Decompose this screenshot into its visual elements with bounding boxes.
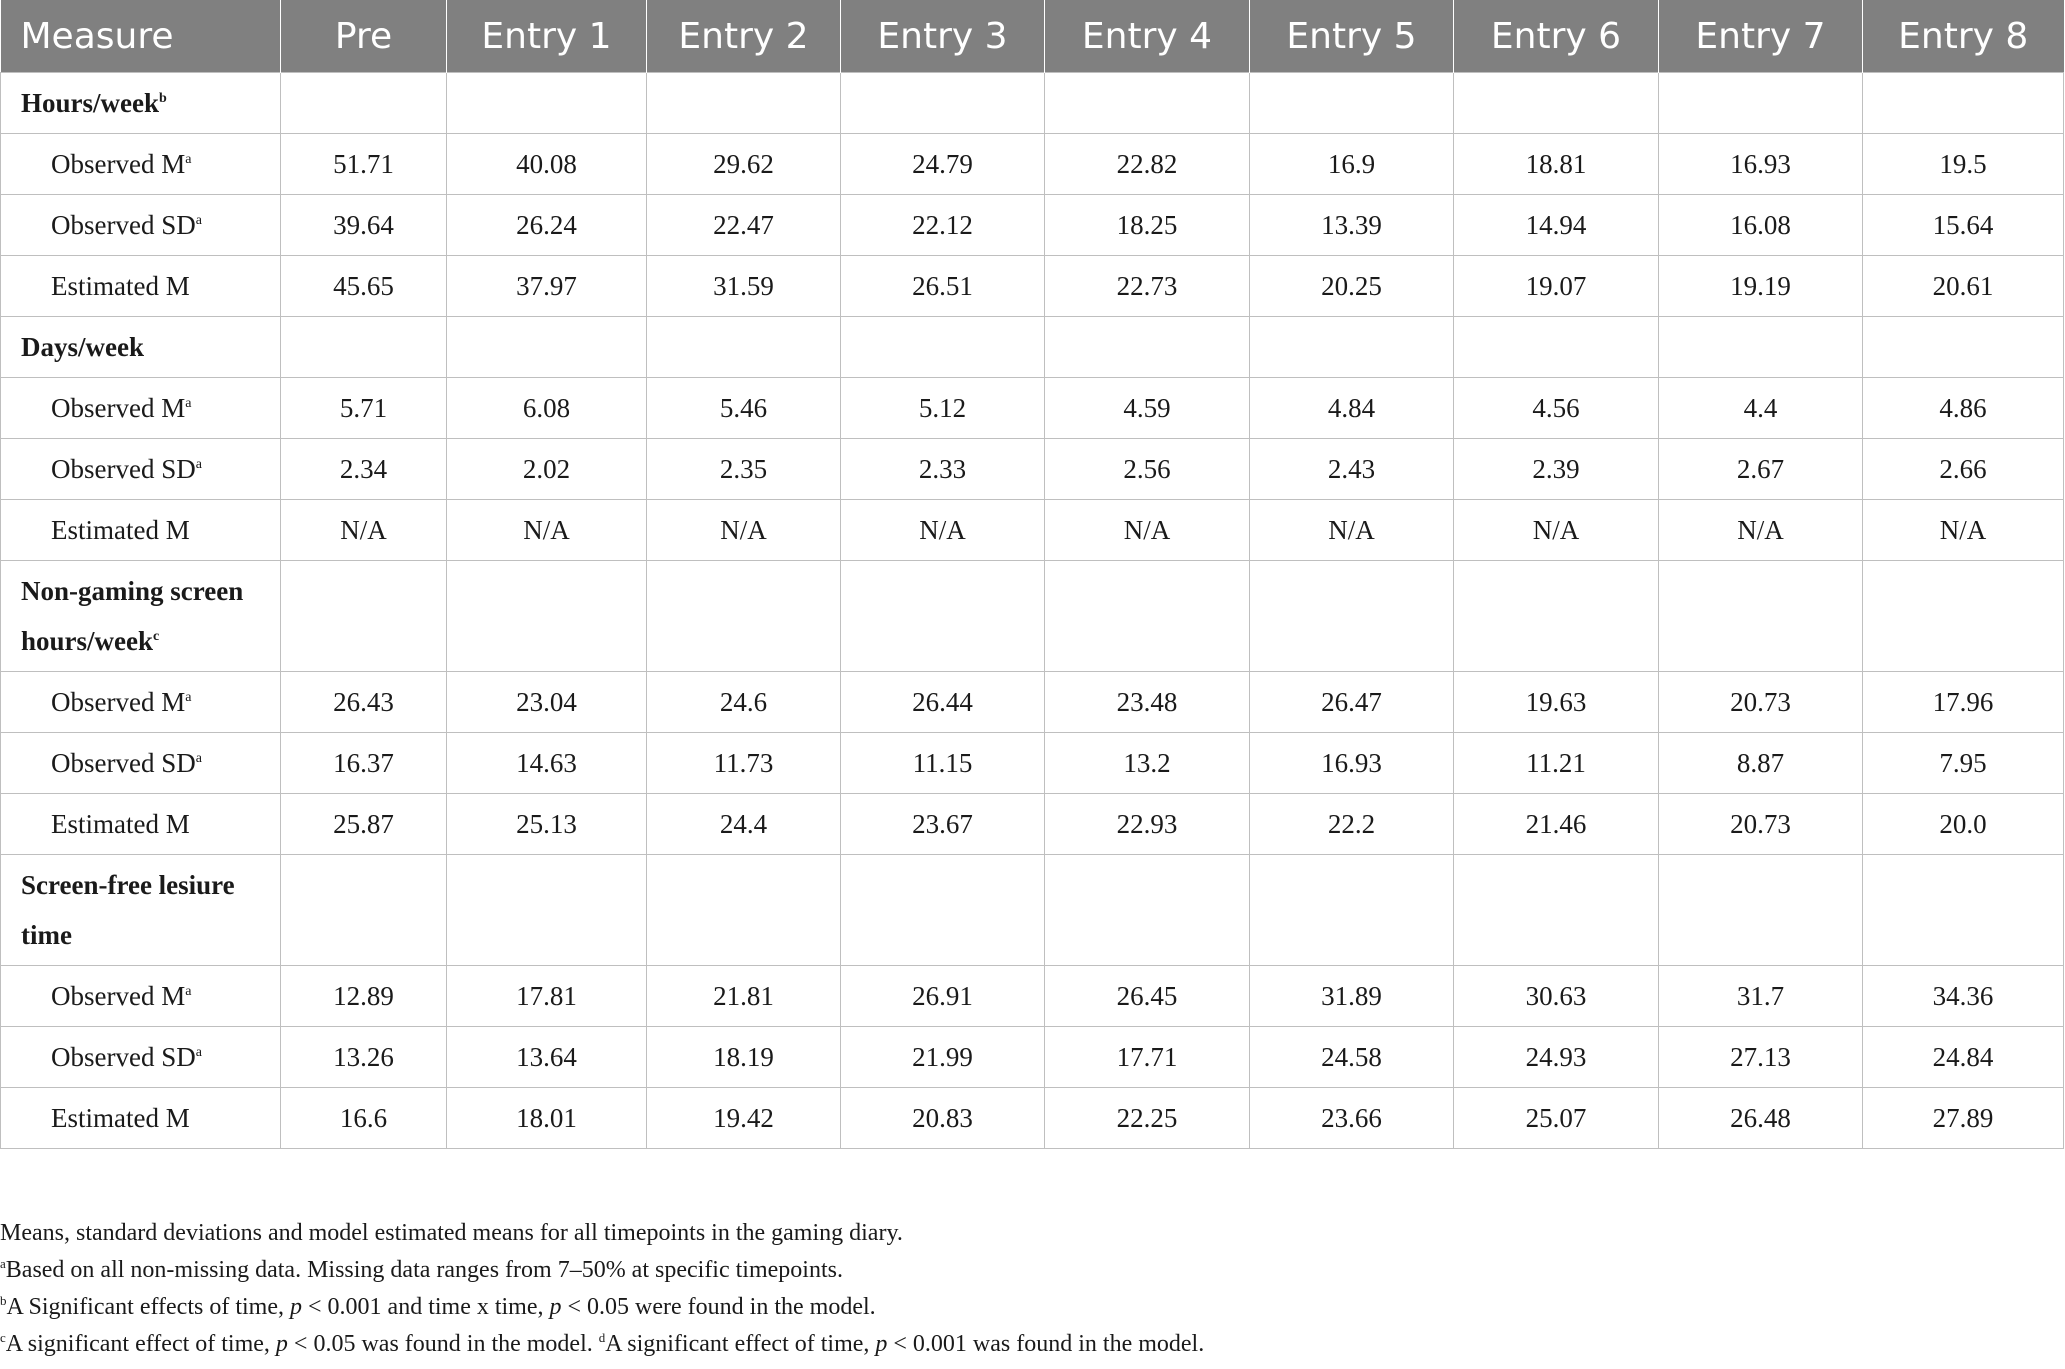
empty-cell — [1659, 855, 1863, 966]
table-row — [1, 733, 2064, 794]
value-cell: 2.67 — [1659, 439, 1863, 500]
value-cell: N/A — [447, 500, 647, 561]
empty-cell — [1045, 317, 1250, 378]
section-title: Screen-free lesiure time — [1, 855, 281, 966]
row-label: Observed $M^a$ — [1, 134, 281, 195]
value-cell: 22.25 — [1045, 1088, 1250, 1149]
value-cell: 22.47 — [647, 195, 841, 256]
value-cell: 4.59 — [1045, 378, 1250, 439]
value-cell: 25.13 — [447, 794, 647, 855]
value-cell: 14.94 — [1454, 195, 1659, 256]
empty-cell — [1454, 561, 1659, 672]
value-cell: 26.44 — [841, 672, 1045, 733]
table-row — [1, 794, 2064, 855]
value-cell: 16.9 — [1250, 134, 1454, 195]
value-cell: 24.93 — [1454, 1027, 1659, 1088]
value-cell: 24.79 — [841, 134, 1045, 195]
value-cell: 26.45 — [1045, 966, 1250, 1027]
value-cell: 23.67 — [841, 794, 1045, 855]
table-row — [1, 1088, 2064, 1149]
value-cell: 27.13 — [1659, 1027, 1863, 1088]
empty-cell — [841, 561, 1045, 672]
empty-cell — [447, 317, 647, 378]
empty-cell — [841, 73, 1045, 134]
table-row — [1, 439, 2064, 500]
empty-cell — [1454, 317, 1659, 378]
row-label: Observed $M^a$ — [1, 378, 281, 439]
value-cell: 20.0 — [1863, 794, 2064, 855]
table-row — [1, 195, 2064, 256]
value-cell: 11.73 — [647, 733, 841, 794]
value-cell: 18.25 — [1045, 195, 1250, 256]
value-cell: 24.84 — [1863, 1027, 2064, 1088]
value-cell: 26.47 — [1250, 672, 1454, 733]
value-cell: 24.58 — [1250, 1027, 1454, 1088]
value-cell: 13.2 — [1045, 733, 1250, 794]
value-cell: 16.08 — [1659, 195, 1863, 256]
header-row — [1, 0, 2064, 73]
value-cell: 2.43 — [1250, 439, 1454, 500]
value-cell: N/A — [647, 500, 841, 561]
value-cell: 24.6 — [647, 672, 841, 733]
value-cell: 2.33 — [841, 439, 1045, 500]
value-cell: 16.93 — [1250, 733, 1454, 794]
table-row — [1, 256, 2064, 317]
table-row — [1, 672, 2064, 733]
header-col: Entry 4 — [1045, 0, 1250, 73]
value-cell: 18.01 — [447, 1088, 647, 1149]
empty-cell — [647, 561, 841, 672]
value-cell: 26.48 — [1659, 1088, 1863, 1149]
value-cell: 17.71 — [1045, 1027, 1250, 1088]
value-cell: 16.6 — [281, 1088, 447, 1149]
section-row — [1, 561, 2064, 672]
empty-cell — [1863, 855, 2064, 966]
header-col: Entry 3 — [841, 0, 1045, 73]
value-cell: 19.5 — [1863, 134, 2064, 195]
value-cell: 20.73 — [1659, 672, 1863, 733]
table-row — [1, 1027, 2064, 1088]
empty-cell — [1250, 855, 1454, 966]
value-cell: 37.97 — [447, 256, 647, 317]
value-cell: 19.42 — [647, 1088, 841, 1149]
value-cell: 22.2 — [1250, 794, 1454, 855]
section-row — [1, 317, 2064, 378]
empty-cell — [447, 855, 647, 966]
value-cell: 24.4 — [647, 794, 841, 855]
value-cell: 20.83 — [841, 1088, 1045, 1149]
header-col: Entry 7 — [1659, 0, 1863, 73]
value-cell: 40.08 — [447, 134, 647, 195]
row-label: Observed $M^a$ — [1, 672, 281, 733]
value-cell: N/A — [1250, 500, 1454, 561]
empty-cell — [1454, 73, 1659, 134]
value-cell: 19.07 — [1454, 256, 1659, 317]
value-cell: 13.64 — [447, 1027, 647, 1088]
header-col: Entry 6 — [1454, 0, 1659, 73]
value-cell: 16.93 — [1659, 134, 1863, 195]
value-cell: N/A — [1659, 500, 1863, 561]
value-cell: 6.08 — [447, 378, 647, 439]
section-title: Days/week — [1, 317, 281, 378]
empty-cell — [1045, 561, 1250, 672]
value-cell: 8.87 — [1659, 733, 1863, 794]
value-cell: 4.86 — [1863, 378, 2064, 439]
empty-cell — [1659, 73, 1863, 134]
empty-cell — [1454, 855, 1659, 966]
header-col: Pre — [281, 0, 447, 73]
row-label: Observed $SD^a$ — [1, 439, 281, 500]
value-cell: 23.66 — [1250, 1088, 1454, 1149]
section-title: Non-gaming screen hours/week$^c$ — [1, 561, 281, 672]
value-cell: N/A — [1454, 500, 1659, 561]
empty-cell — [281, 317, 447, 378]
empty-cell — [1045, 855, 1250, 966]
row-label: Observed $M^a$ — [1, 966, 281, 1027]
header-col: Entry 2 — [647, 0, 841, 73]
section-row — [1, 855, 2064, 966]
value-cell: N/A — [841, 500, 1045, 561]
value-cell: 2.34 — [281, 439, 447, 500]
value-cell: 21.81 — [647, 966, 841, 1027]
header-col: Entry 1 — [447, 0, 647, 73]
value-cell: 5.46 — [647, 378, 841, 439]
value-cell: 22.82 — [1045, 134, 1250, 195]
empty-cell — [1863, 317, 2064, 378]
value-cell: 51.71 — [281, 134, 447, 195]
empty-cell — [647, 855, 841, 966]
value-cell: 31.7 — [1659, 966, 1863, 1027]
header-measure: Measure — [1, 0, 281, 73]
row-label: Estimated M — [1, 794, 281, 855]
note-b: $^b$A Significant effects of time, p < 0.001 and time x time, p < 0.05 were found in the model. — [0, 1293, 876, 1320]
value-cell: 20.25 — [1250, 256, 1454, 317]
empty-cell — [281, 855, 447, 966]
value-cell: 4.4 — [1659, 378, 1863, 439]
value-cell: 30.63 — [1454, 966, 1659, 1027]
row-label: Estimated M — [1, 256, 281, 317]
empty-cell — [1250, 317, 1454, 378]
empty-cell — [447, 73, 647, 134]
empty-cell — [647, 73, 841, 134]
table-body — [1, 73, 2064, 1149]
empty-cell — [841, 317, 1045, 378]
value-cell: 39.64 — [281, 195, 447, 256]
value-cell: N/A — [1863, 500, 2064, 561]
table-row — [1, 134, 2064, 195]
value-cell: 2.56 — [1045, 439, 1250, 500]
value-cell: 17.81 — [447, 966, 647, 1027]
value-cell: 11.21 — [1454, 733, 1659, 794]
note-caption: Means, standard deviations and model estimated means for all timepoints in the gaming diary. — [0, 1220, 903, 1246]
value-cell: 21.46 — [1454, 794, 1659, 855]
value-cell: 13.39 — [1250, 195, 1454, 256]
table-row — [1, 378, 2064, 439]
value-cell: 7.95 — [1863, 733, 2064, 794]
value-cell: 34.36 — [1863, 966, 2064, 1027]
value-cell: 17.96 — [1863, 672, 2064, 733]
row-label: Observed $SD^a$ — [1, 195, 281, 256]
value-cell: 5.71 — [281, 378, 447, 439]
value-cell: 2.66 — [1863, 439, 2064, 500]
value-cell: 16.37 — [281, 733, 447, 794]
section-row — [1, 73, 2064, 134]
value-cell: 21.99 — [841, 1027, 1045, 1088]
value-cell: 26.51 — [841, 256, 1045, 317]
empty-cell — [1250, 73, 1454, 134]
row-label: Estimated M — [1, 500, 281, 561]
empty-cell — [841, 855, 1045, 966]
value-cell: N/A — [281, 500, 447, 561]
value-cell: N/A — [1045, 500, 1250, 561]
empty-cell — [647, 317, 841, 378]
value-cell: 2.35 — [647, 439, 841, 500]
value-cell: 4.56 — [1454, 378, 1659, 439]
value-cell: 15.64 — [1863, 195, 2064, 256]
empty-cell — [1659, 317, 1863, 378]
empty-cell — [1863, 561, 2064, 672]
table-row — [1, 500, 2064, 561]
empty-cell — [447, 561, 647, 672]
value-cell: 19.63 — [1454, 672, 1659, 733]
value-cell: 22.93 — [1045, 794, 1250, 855]
empty-cell — [281, 73, 447, 134]
row-label: Observed $SD^a$ — [1, 1027, 281, 1088]
value-cell: 31.59 — [647, 256, 841, 317]
value-cell: 19.19 — [1659, 256, 1863, 317]
value-cell: 5.12 — [841, 378, 1045, 439]
value-cell: 25.87 — [281, 794, 447, 855]
empty-cell — [1045, 73, 1250, 134]
table-row — [1, 966, 2064, 1027]
empty-cell — [1863, 73, 2064, 134]
value-cell: 23.48 — [1045, 672, 1250, 733]
value-cell: 22.73 — [1045, 256, 1250, 317]
value-cell: 26.24 — [447, 195, 647, 256]
header-col: Entry 5 — [1250, 0, 1454, 73]
value-cell: 2.02 — [447, 439, 647, 500]
section-title: Hours/week$^b$ — [1, 73, 281, 134]
value-cell: 2.39 — [1454, 439, 1659, 500]
value-cell: 26.43 — [281, 672, 447, 733]
note-a: $^a$Based on all non-missing data. Missing data ranges from 7–50% at specific timepoints. — [0, 1256, 843, 1283]
empty-cell — [1659, 561, 1863, 672]
value-cell: 26.91 — [841, 966, 1045, 1027]
value-cell: 14.63 — [447, 733, 647, 794]
empty-cell — [281, 561, 447, 672]
table-notes — [0, 1215, 1204, 1363]
empty-cell — [1250, 561, 1454, 672]
value-cell: 4.84 — [1250, 378, 1454, 439]
value-cell: 11.15 — [841, 733, 1045, 794]
value-cell: 31.89 — [1250, 966, 1454, 1027]
value-cell: 25.07 — [1454, 1088, 1659, 1149]
value-cell: 22.12 — [841, 195, 1045, 256]
header-col: Entry 8 — [1863, 0, 2064, 73]
value-cell: 45.65 — [281, 256, 447, 317]
value-cell: 23.04 — [447, 672, 647, 733]
value-cell: 18.19 — [647, 1027, 841, 1088]
value-cell: 12.89 — [281, 966, 447, 1027]
row-label: Estimated M — [1, 1088, 281, 1149]
value-cell: 29.62 — [647, 134, 841, 195]
value-cell: 13.26 — [281, 1027, 447, 1088]
value-cell: 27.89 — [1863, 1088, 2064, 1149]
value-cell: 20.73 — [1659, 794, 1863, 855]
note-c: $^c$A significant effect of time, p < 0.05 was found in the model. $^d$A significant effect of time, p < 0.001 was found in the model. — [0, 1330, 1205, 1357]
value-cell: 18.81 — [1454, 134, 1659, 195]
value-cell: 20.61 — [1863, 256, 2064, 317]
row-label: Observed $SD^a$ — [1, 733, 281, 794]
